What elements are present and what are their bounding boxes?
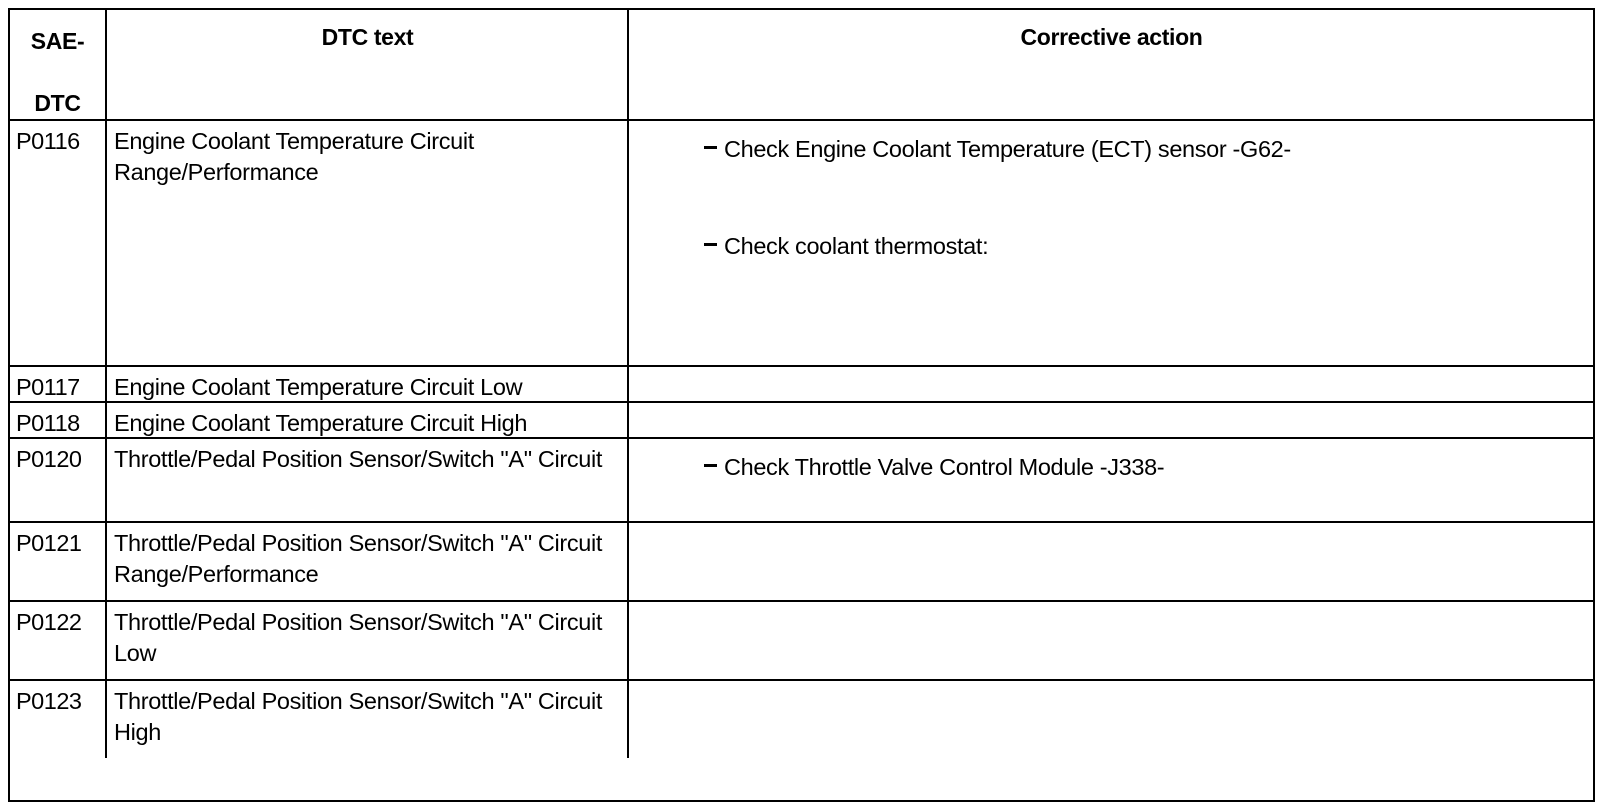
dtc-code-cell: P0122: [10, 602, 107, 681]
dtc-code-cell: P0123: [10, 681, 107, 758]
action-item: [704, 452, 1587, 483]
dtc-code-cell: P0117: [10, 367, 107, 403]
corrective-action-cell: [629, 439, 1593, 523]
dtc-code-cell: P0120: [10, 439, 107, 523]
dash-bullet-icon: [704, 464, 717, 467]
corrective-action-cell: [629, 367, 1593, 403]
action-item: [704, 134, 1587, 165]
corrective-action-cell: [629, 121, 1593, 367]
dtc-text-cell: Throttle/Pedal Position Sensor/Switch "A" Circuit High: [107, 681, 629, 758]
dtc-text-cell: Throttle/Pedal Position Sensor/Switch "A" Circuit: [107, 439, 629, 523]
dtc-text-cell: Engine Coolant Temperature Circuit Range/Performance: [107, 121, 629, 367]
dtc-text-cell: Throttle/Pedal Position Sensor/Switch "A" Circuit Low: [107, 602, 629, 681]
dtc-text-cell: Engine Coolant Temperature Circuit Low: [107, 367, 629, 403]
corrective-action-cell: [629, 523, 1593, 602]
corrective-action-cell: [629, 403, 1593, 439]
dtc-table: [8, 8, 1595, 802]
action-text: Check Throttle Valve Control Module -J338-: [724, 454, 1165, 480]
dtc-code-cell: P0118: [10, 403, 107, 439]
dtc-code-cell: P0121: [10, 523, 107, 602]
action-item: [704, 231, 1587, 262]
dash-bullet-icon: [704, 146, 717, 149]
action-text: Check coolant thermostat:: [724, 233, 989, 259]
corrective-action-cell: [629, 681, 1593, 758]
action-text: Check Engine Coolant Temperature (ECT) sensor -G62-: [724, 136, 1291, 162]
header-corrective-action: Corrective action: [629, 10, 1593, 121]
header-dtc-text: DTC text: [107, 10, 629, 121]
dtc-text-cell: Engine Coolant Temperature Circuit High: [107, 403, 629, 439]
header-dtc-line: DTC: [34, 90, 81, 116]
dtc-code-cell: P0116: [10, 121, 107, 367]
header-sae-line: SAE-: [30, 28, 85, 54]
header-sae-dtc: [10, 10, 107, 121]
action-list: [636, 126, 1587, 262]
dash-bullet-icon: [704, 243, 717, 246]
dtc-text-cell: Throttle/Pedal Position Sensor/Switch "A" Circuit Range/Performance: [107, 523, 629, 602]
corrective-action-cell: [629, 602, 1593, 681]
action-list: [636, 444, 1587, 483]
